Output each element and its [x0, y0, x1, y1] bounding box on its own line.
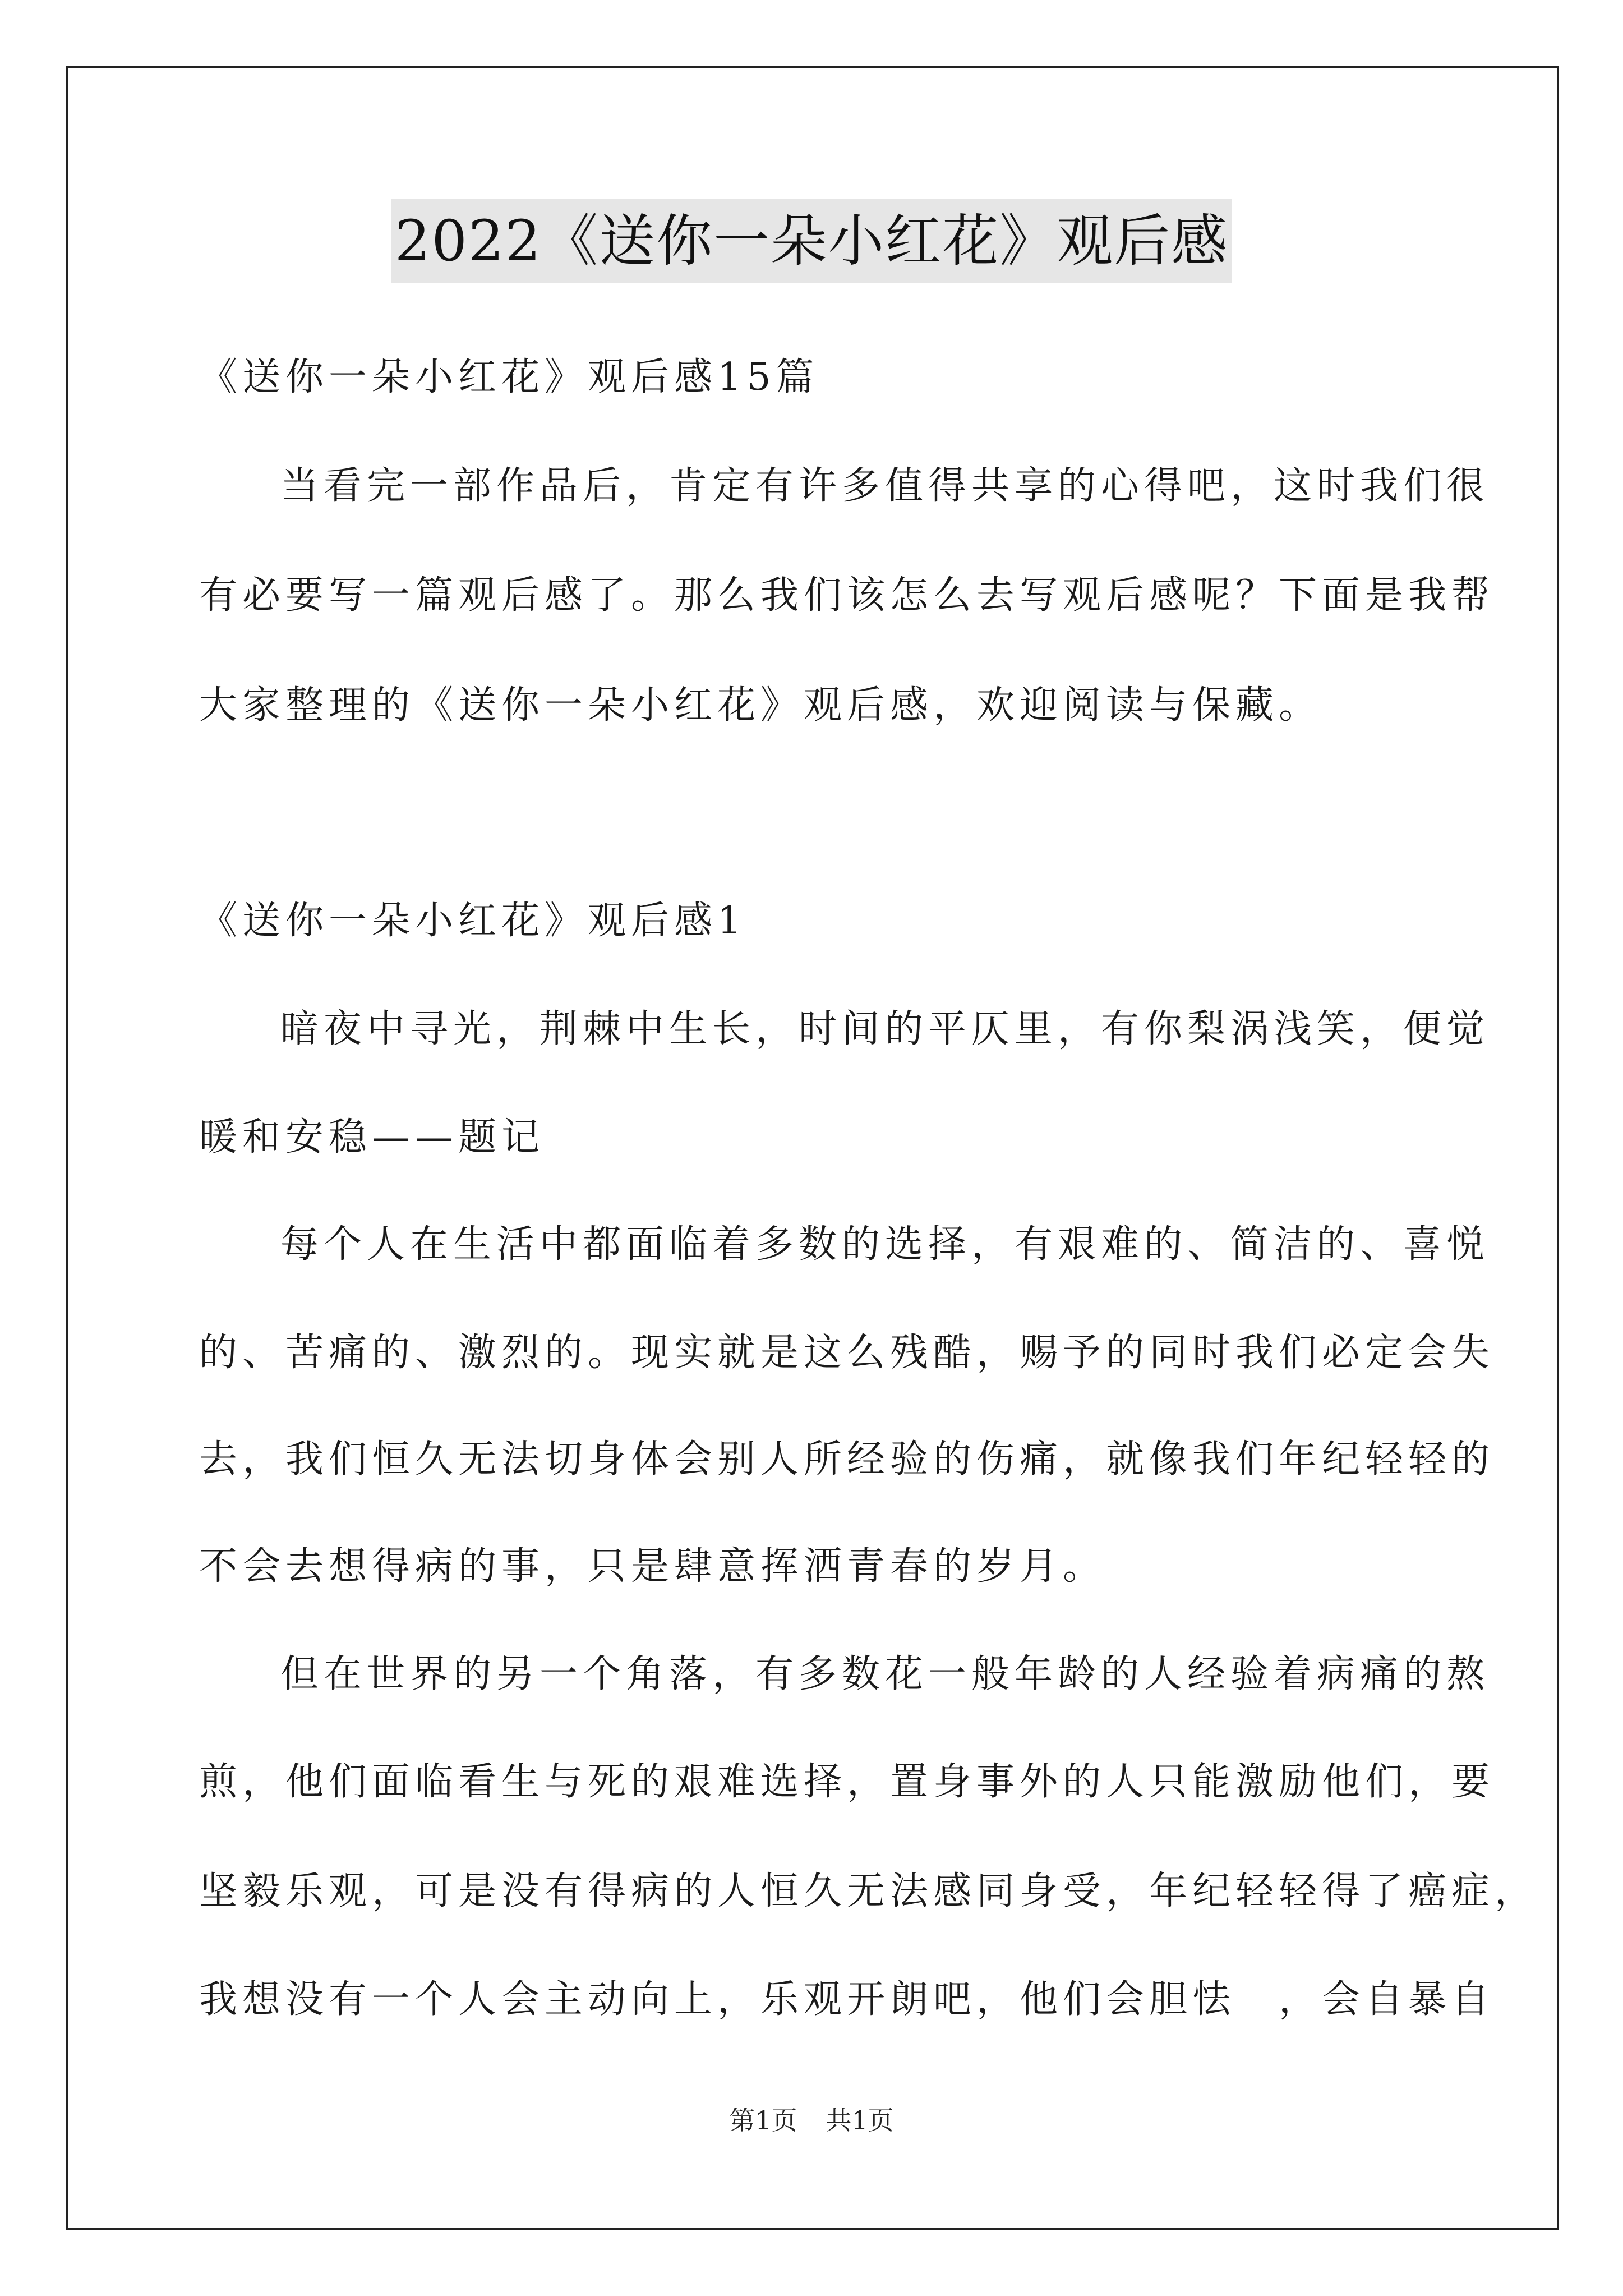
- paragraph-line: 我想没有一个人会主动向上，乐观开朗吧，他们会胆怯 ，会自暴自: [199, 1977, 1495, 2022]
- page-footer: [0, 2104, 1623, 2137]
- intro-line: 大家整理的《送你一朵小红花》观后感，欢迎阅读与保藏。: [199, 683, 1322, 728]
- paragraph-line: 但在世界的另一个角落，有多数花一般年龄的人经验着病痛的熬: [280, 1652, 1490, 1696]
- paragraph-line: 不会去想得病的事，只是肆意挥洒青春的岁月。: [199, 1544, 1106, 1589]
- page-number: 第1页: [729, 2105, 797, 2136]
- paragraph-line: 去，我们恒久无法切身体会别人所经验的伤痛，就像我们年纪轻轻的: [199, 1437, 1495, 1481]
- intro-line: 当看完一部作品后，肯定有许多值得共享的心得吧，这时我们很: [280, 464, 1490, 508]
- paragraph-line: 暖和安稳——题记: [199, 1115, 545, 1159]
- paragraph-line: 坚毅乐观，可是没有得病的人恒久无法感同身受，年纪轻轻得了癌症，: [199, 1869, 1538, 1913]
- document-title: 2022《送你一朵小红花》观后感: [391, 199, 1232, 283]
- section-heading: 《送你一朵小红花》观后感1: [199, 899, 747, 943]
- page-total: 共1页: [826, 2105, 894, 2136]
- subtitle: 《送你一朵小红花》观后感15篇: [199, 355, 819, 399]
- paragraph-line: 每个人在生活中都面临着多数的选择，有艰难的、简洁的、喜悦: [280, 1222, 1490, 1267]
- intro-line: 有必要写一篇观后感了。那么我们该怎么去写观后感呢？下面是我帮: [199, 573, 1495, 618]
- paragraph-line: 煎，他们面临看生与死的艰难选择，置身事外的人只能激励他们，要: [199, 1760, 1495, 1804]
- paragraph-line: 的、苦痛的、激烈的。现实就是这么残酷，赐予的同时我们必定会失: [199, 1331, 1495, 1375]
- title-container: [0, 199, 1623, 283]
- paragraph-line: 暗夜中寻光，荆棘中生长，时间的平仄里，有你梨涡浅笑，便觉: [280, 1007, 1490, 1051]
